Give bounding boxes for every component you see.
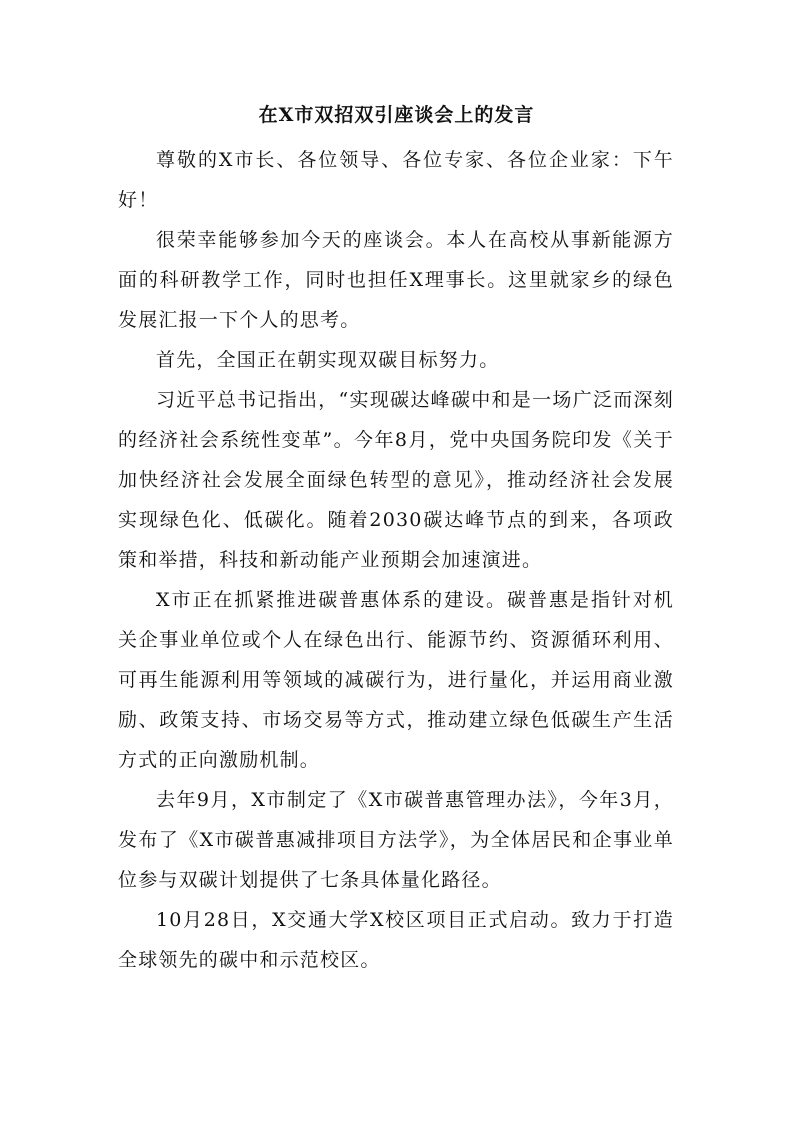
paragraph-quote: 习近平总书记指出，“实现碳达峰碳中和是一场广泛而深刻的经济社会系统性变革”。今年8月，党中央国务院印发《关于加快经济社会发展全面绿色转型的意见》，推动经济社会发展实现绿色化、低碳化。随着2030碳达峰节点的到来，各项政策和举措，科技和新动能产业预期会加速演进。 — [118, 389, 674, 571]
document-body — [118, 140, 674, 980]
paragraph-campus-project: 10月28日，X交通大学X校区项目正式启动。致力于打造全球领先的碳中和示范校区。 — [118, 909, 674, 971]
paragraph-policies: 去年9月，X市制定了《X市碳普惠管理办法》，今年3月，发布了《X市碳普惠减排项目方法学》，为全体居民和企事业单位参与双碳计划提供了七条具体量化路径。 — [118, 789, 674, 891]
paragraph-first-point: 首先，全国正在朝实现双碳目标努力。 — [156, 349, 500, 371]
paragraph-greeting: 尊敬的X市长、各位领导、各位专家、各位企业家：下午好！ — [118, 149, 674, 211]
document-title: 在X市双招双引座谈会上的发言 — [258, 104, 535, 126]
paragraph-carbon-inclusion: X市正在抓紧推进碳普惠体系的建设。碳普惠是指针对机关企事业单位或个人在绿色出行、能源节约、资源循环利用、可再生能源利用等领域的减碳行为，进行量化，并运用商业激励、政策支持、市场交易等方式，推动建立绿色低碳生产生活方式的正向激励机制。 — [118, 589, 674, 771]
paragraph-introduction: 很荣幸能够参加今天的座谈会。本人在高校从事新能源方面的科研教学工作，同时也担任X理事长。这里就家乡的绿色发展汇报一下个人的思考。 — [118, 229, 674, 331]
